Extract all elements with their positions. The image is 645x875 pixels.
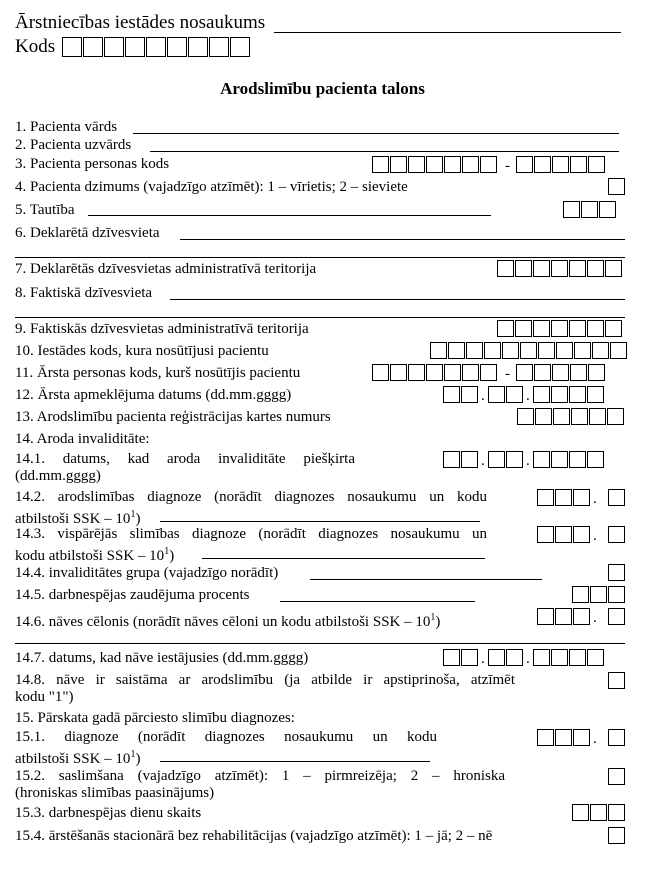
field-11-label: 11. Ārsta personas kods, kurš nosūtījis pacientu — [15, 365, 301, 381]
field-14-3-label-2: kodu atbilstoši SSK – $10^1$) — [15, 546, 175, 564]
actual-residence-line-2[interactable] — [15, 317, 625, 318]
field-14-5-label: 14.5. darbnespējas zaudējuma procents — [15, 587, 250, 603]
inpatient-box[interactable] — [608, 827, 625, 844]
dot-separator: . — [593, 491, 597, 507]
field-14-2-label: 14.2. arodslimības diagnoze (norādīt diagnozes nosaukumu un kodu — [15, 489, 487, 505]
field-14-2-label-text: atbilstoši SSK – 10 — [15, 511, 131, 527]
field-14-6-label-text: 14.6. nāves cēlonis (norādīt nāves cēloni un kodu atbilstoši SSK – 10 — [15, 614, 431, 630]
dash-separator: - — [505, 158, 510, 174]
superscript: 1 — [164, 546, 170, 557]
field-14-3-label: 14.3. vispārējās slimības diagnoze (norādīt diagnozes nosaukumu un — [15, 526, 487, 542]
field-14-8-label-2: kodu "1") — [15, 689, 74, 705]
disability-group-box[interactable] — [608, 564, 625, 581]
superscript: 1 — [130, 509, 136, 520]
field-1-label: 1. Pacienta vārds — [15, 119, 118, 135]
field-15-1-label: 15.1. diagnoze (norādīt diagnozes nosaukumu un kodu — [15, 729, 437, 745]
actual-residence-line[interactable] — [170, 299, 625, 300]
declared-residence-line[interactable] — [180, 239, 625, 240]
field-8-label: 8. Faktiskā dzīvesvieta — [15, 285, 153, 301]
institution-label: Ārstniecības iestādes nosaukums — [15, 12, 266, 33]
dot-separator: . — [526, 453, 530, 469]
dot-separator: . — [593, 610, 597, 626]
field-15-1-label-text: atbilstoši SSK – 10 — [15, 751, 131, 767]
dot-separator: . — [526, 388, 530, 404]
field-4-label: 4. Pacienta dzimums (vajadzīgo atzīmēt): 1 – vīrietis; 2 – sieviete — [15, 179, 408, 195]
dot-separator: . — [481, 453, 485, 469]
institution-name-line[interactable] — [274, 32, 621, 33]
declared-residence-line-2[interactable] — [15, 257, 625, 258]
patient-name-line[interactable] — [133, 133, 619, 134]
field-14-6-label: 14.6. nāves cēlonis (norādīt nāves cēloni un kodu atbilstoši SSK – $10^1$) — [15, 612, 441, 630]
superscript: 1 — [130, 749, 136, 760]
field-15-3-label: 15.3. darbnespējas dienu skaits — [15, 805, 202, 821]
nationality-line[interactable] — [88, 215, 491, 216]
field-15-2-label: 15.2. saslimšana (vajadzīgo atzīmēt): 1 – pirmreizēja; 2 – hroniska — [15, 768, 505, 784]
field-6-label: 6. Deklarētā dzīvesvieta — [15, 225, 160, 241]
gender-box[interactable] — [608, 178, 625, 195]
field-9-label: 9. Faktiskās dzīvesvietas administratīvā teritorija — [15, 321, 309, 337]
field-14-label: 14. Aroda invaliditāte: — [15, 431, 150, 447]
occupational-diagnosis-line[interactable] — [160, 521, 480, 522]
field-15-2-label-2: (hroniskas slimības paasinājums) — [15, 785, 215, 801]
field-15-1-label-2: atbilstoši SSK – $10^1$) — [15, 749, 141, 767]
field-3-label: 3. Pacienta personas kods — [15, 156, 170, 172]
field-2-label: 2. Pacienta uzvārds — [15, 137, 132, 153]
superscript: 1 — [430, 612, 436, 623]
field-14-1-label-2: (dd.mm.gggg) — [15, 468, 101, 484]
patient-surname-line[interactable] — [150, 151, 619, 152]
disability-group-line[interactable] — [310, 579, 542, 580]
dot-separator: . — [526, 651, 530, 667]
field-13-label: 13. Arodslimību pacienta reģistrācijas kartes numurs — [15, 409, 331, 425]
field-14-4-label: 14.4. invaliditātes grupa (vajadzīgo norādīt) — [15, 565, 279, 581]
death-cause-line[interactable] — [15, 643, 625, 644]
field-15-4-label: 15.4. ārstēšanās stacionārā bez rehabilitācijas (vajadzīgo atzīmēt): 1 – jā; 2 – nē — [15, 828, 493, 844]
dot-separator: . — [593, 528, 597, 544]
illness-type-box[interactable] — [608, 768, 625, 785]
dash-separator: - — [505, 366, 510, 382]
field-15-label: 15. Pārskata gadā pārciesto slimību diagnozes: — [15, 710, 295, 726]
field-5-label: 5. Tautība — [15, 202, 75, 218]
field-10-label: 10. Iestādes kods, kura nosūtījusi pacientu — [15, 343, 269, 359]
year-diagnosis-line[interactable] — [160, 761, 430, 762]
field-7-label: 7. Deklarētās dzīvesvietas administratīvā teritorija — [15, 261, 317, 277]
field-14-1-label: 14.1. datums, kad aroda invaliditāte piešķirta — [15, 451, 355, 467]
dot-separator: . — [593, 731, 597, 747]
dot-separator: . — [481, 651, 485, 667]
page-title: Arodslimību pacienta talons — [220, 79, 425, 98]
field-14-8-label: 14.8. nāve ir saistāma ar arodslimību (ja atbilde ir apstiprinoša, atzīmēt — [15, 672, 515, 688]
dot-separator: . — [481, 388, 485, 404]
field-14-2-label-2: atbilstoši SSK – $10^1$) — [15, 509, 141, 527]
general-diagnosis-line[interactable] — [202, 558, 485, 559]
field-14-7-label: 14.7. datums, kad nāve iestājusies (dd.mm.gggg) — [15, 650, 309, 666]
field-14-3-label-text: kodu atbilstoši SSK – 10 — [15, 548, 165, 564]
work-capacity-loss-line[interactable] — [280, 601, 475, 602]
death-related-box[interactable] — [608, 672, 625, 689]
code-label: Kods — [15, 36, 56, 57]
field-12-label: 12. Ārsta apmeklējuma datums (dd.mm.gggg) — [15, 387, 292, 403]
